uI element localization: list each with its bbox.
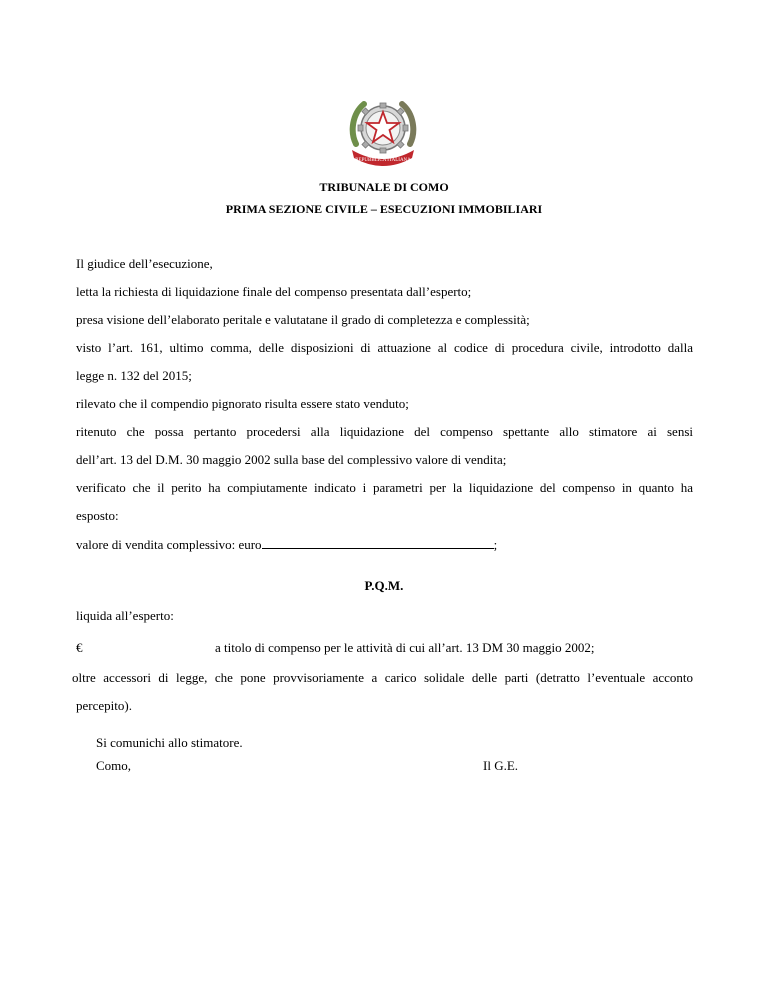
- paragraph-accessories-line2: percepito).: [76, 698, 132, 713]
- sale-value-blank[interactable]: [262, 536, 494, 549]
- paragraph-liquidate: liquida all’esperto:: [76, 608, 174, 623]
- emblem-ribbon-text: REPUBBLICA ITALIANA: [355, 158, 411, 163]
- pqm-heading: P.Q.M.: [364, 578, 404, 593]
- paragraph-compensation: a titolo di compenso per le attività di cui all’art. 13 DM 30 maggio 2002;: [215, 640, 595, 655]
- place-line: Como,: [96, 758, 132, 773]
- paragraph-judge: Il giudice dell’esecuzione,: [76, 256, 213, 271]
- paragraph-accessories-line1: oltre accessori di legge, che pone provvisoriamente a carico solidale delle parti (detratto l’eventuale acconto: [72, 670, 693, 685]
- paragraph-article-line1: visto l’art. 161, ultimo comma, delle disposizioni di attuazione al codice di procedura civile, introdotto dalla: [76, 340, 693, 355]
- paragraph-request: letta la richiesta di liquidazione finale del compenso presentata dall’esperto;: [76, 284, 472, 299]
- paragraph-deemed-line2: dell’art. 13 del D.M. 30 maggio 2002 sulla base del complessivo valore di vendita;: [76, 452, 507, 467]
- paragraph-review: presa visione dell’elaborato peritale e valutatane il grado di completezza e complessità;: [76, 312, 530, 327]
- court-name: TRIBUNALE DI COMO: [319, 180, 449, 194]
- paragraph-deemed-line1: ritenuto che possa pertanto procedersi alla liquidazione del compenso spettante allo stimatore ai sensi: [76, 424, 693, 439]
- sale-value-line: [76, 536, 497, 553]
- sale-value-end: ;: [493, 537, 498, 552]
- section-name: PRIMA SEZIONE CIVILE – ESECUZIONI IMMOBILIARI: [225, 202, 543, 216]
- paragraph-verified-line1: verificato che il perito ha compiutamente indicato i parametri per la liquidazione del compenso in quanto ha: [76, 480, 693, 495]
- signature-line: Il G.E.: [483, 758, 519, 773]
- paragraph-article-line2: legge n. 132 del 2015;: [76, 368, 192, 383]
- paragraph-verified-line2: esposto:: [76, 508, 119, 523]
- sale-value-label: valore di vendita complessivo: euro: [76, 537, 262, 552]
- italian-republic-emblem: [344, 92, 422, 170]
- paragraph-sold: rilevato che il compendio pignorato risulta essere stato venduto;: [76, 396, 409, 411]
- paragraph-communicate: Si comunichi allo stimatore.: [96, 735, 243, 750]
- euro-sign: €: [76, 640, 83, 655]
